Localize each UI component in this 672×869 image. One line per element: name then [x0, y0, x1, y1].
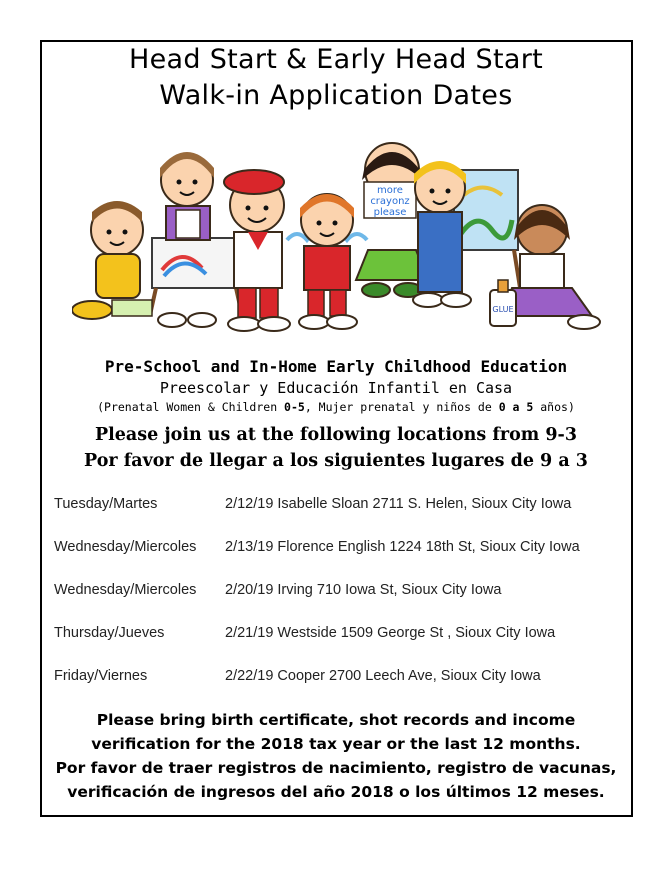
documents-note-line4: verificación de ingresos del año 2018 o los últimos 12 meses. [67, 783, 605, 801]
flyer-title-line2: Walk-in Application Dates [159, 80, 513, 111]
eligibility-text-e: años) [533, 400, 575, 414]
child-yellow-overalls [72, 201, 152, 319]
program-title-english: Pre-School and In-Home Early Childhood Education [104, 357, 568, 376]
child-red-beret [224, 170, 290, 331]
children-art-illustration [72, 140, 617, 340]
date-row-day: Thursday/Jueves [54, 625, 165, 641]
documents-note-line2: verification for the 2018 tax year or the last 12 months. [91, 735, 581, 753]
eligibility-age-es: 0 a 5 [498, 400, 534, 414]
eligibility-age-en: 0-5 [284, 400, 305, 414]
invite-spanish: Por favor de llegar a los siguientes lugares de 9 a 3 [84, 451, 588, 471]
glue-bottle [490, 280, 516, 326]
eligibility-text-c: , Mujer prenatal y niños de [304, 400, 499, 414]
date-row-info: 2/12/19 Isabelle Sloan 2711 S. Helen, Sioux City Iowa [225, 496, 572, 512]
date-row-info: 2/21/19 Westside 1509 George St , Sioux City Iowa [225, 625, 556, 641]
eligibility-text-a: (Prenatal Women & Children [97, 400, 285, 414]
documents-note-line3: Por favor de traer registros de nacimiento, registro de vacunas, [55, 759, 617, 777]
date-row-day: Wednesday/Miercoles [54, 539, 197, 555]
child-purple-apron [158, 152, 216, 327]
program-eligibility [0, 400, 672, 414]
sign-text-please: please [373, 207, 407, 218]
sign-text-crayonz: crayonz [370, 196, 410, 207]
table-easel-left [150, 238, 242, 315]
date-row-day: Tuesday/Martes [54, 496, 158, 512]
date-row-info: 2/22/19 Cooper 2700 Leech Ave, Sioux City Iowa [225, 668, 541, 684]
glue-label: GLUE [492, 305, 514, 314]
date-row-day: Wednesday/Miercoles [54, 582, 197, 598]
child-blue-overalls [413, 161, 471, 307]
child-red-overalls [299, 194, 357, 329]
documents-note-line1: Please bring birth certificate, shot records and income [96, 711, 576, 729]
date-row-info: 2/20/19 Irving 710 Iowa St, Sioux City Iowa [225, 582, 502, 598]
date-row-day: Friday/Viernes [54, 668, 148, 684]
program-title-spanish: Preescolar y Educación Infantil en Casa [159, 379, 513, 397]
date-row-info: 2/13/19 Florence English 1224 18th St, Sioux City Iowa [225, 539, 580, 555]
sign-text-more: more [377, 185, 403, 196]
flyer-title-line1: Head Start & Early Head Start [129, 44, 543, 75]
invite-english: Please join us at the following locations from 9-3 [94, 425, 577, 445]
